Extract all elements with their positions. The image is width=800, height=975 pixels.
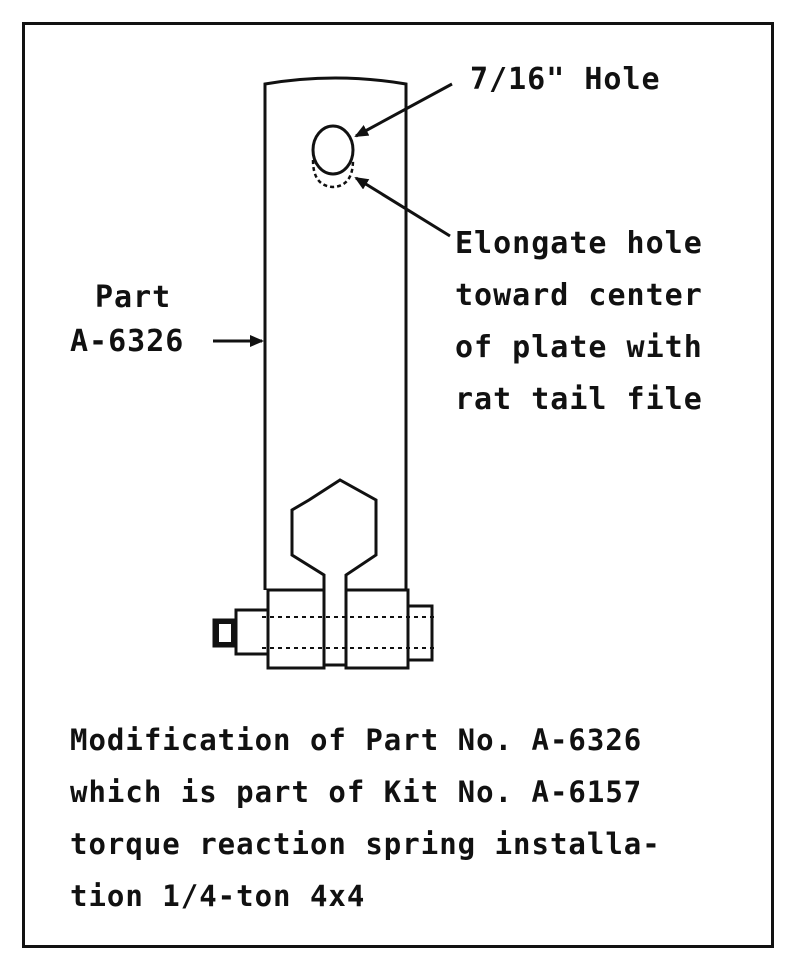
- elongate-arrow: [356, 178, 450, 236]
- plate-body: [265, 78, 406, 590]
- elongate-label-line-4: rat tail file: [455, 382, 703, 417]
- elongate-label-line-2: toward center: [455, 278, 703, 313]
- hex-slot: [292, 480, 376, 665]
- hole-arrow: [356, 84, 452, 136]
- caption-line-4: tion 1/4-ton 4x4: [70, 879, 366, 913]
- hole-label: 7/16" Hole: [470, 62, 661, 97]
- clamp-right-jaw: [346, 590, 408, 668]
- clamp-left-jaw: [268, 590, 324, 668]
- part-label-line-2: A-6326: [70, 324, 185, 359]
- hole-circle: [313, 126, 353, 174]
- elongate-label-line-1: Elongate hole: [455, 226, 703, 261]
- figure-caption: [70, 714, 661, 922]
- caption-line-2: which is part of Kit No. A-6157: [70, 775, 643, 809]
- elongate-label-line-3: of plate with: [455, 330, 703, 365]
- caption-line-3: torque reaction spring installa-: [70, 827, 661, 861]
- bolt-end-inner: [219, 624, 231, 642]
- bolt-head: [408, 606, 432, 660]
- part-label-line-1: Part: [95, 280, 172, 315]
- caption-line-1: Modification of Part No. A-6326: [70, 723, 643, 757]
